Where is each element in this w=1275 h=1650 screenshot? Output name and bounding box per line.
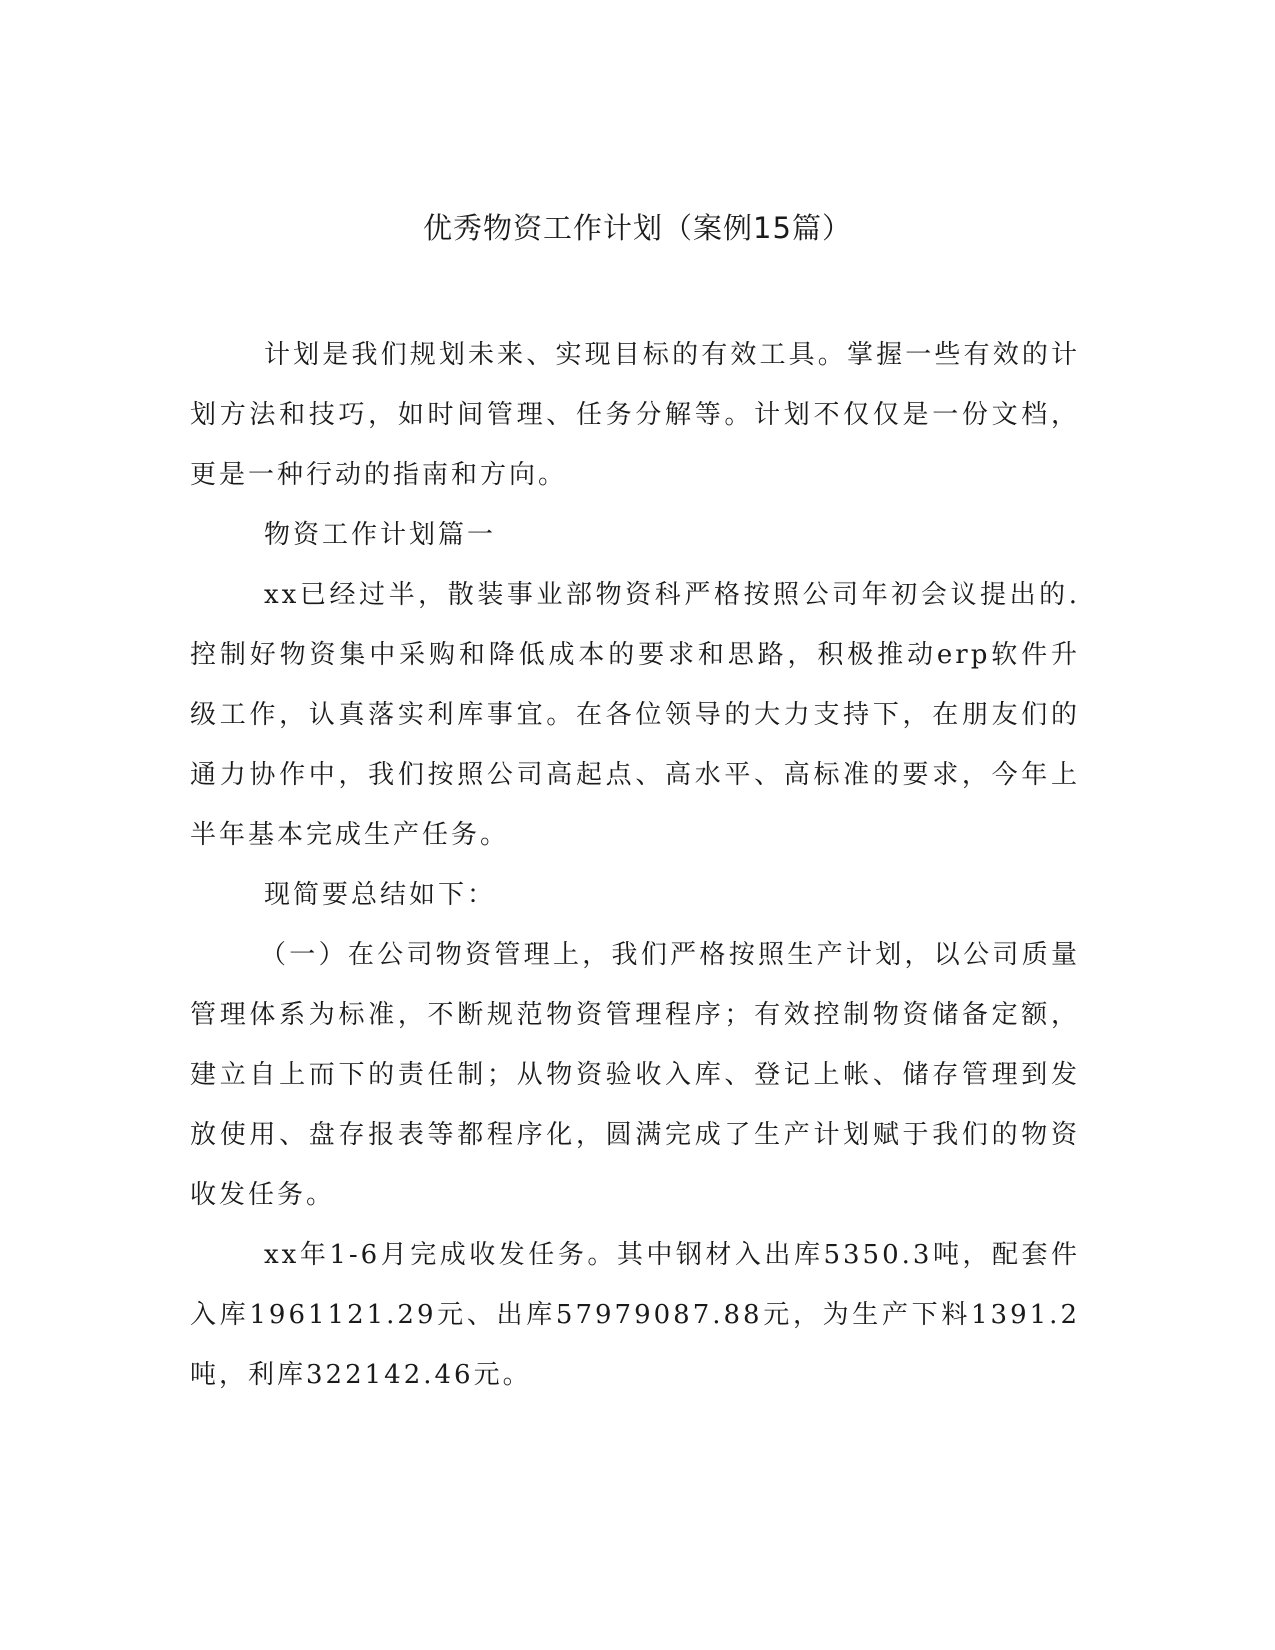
summary-lead: 现简要总结如下： — [264, 880, 497, 910]
summary-paragraph: xx已经过半，散装事业部物资科严格按照公司年初会议提出的.控制好物资集中采购和降低成本的要求和思路，积极推动erp软件升级工作，认真落实利库事宜。在各位领导的大力支持下，在朋友们的通力协作中，我们按照公司高起点、高水平、高标准的要求，今年上半年基本完成生产任务。 — [190, 580, 1080, 850]
intro-paragraph: 计划是我们规划未来、实现目标的有效工具。掌握一些有效的计划方法和技巧，如时间管理、任务分解等。计划不仅仅是一份文档，更是一种行动的指南和方向。 — [190, 340, 1080, 490]
document-body — [190, 325, 1080, 1405]
document-title: 优秀物资工作计划（案例15篇） — [423, 211, 852, 245]
statistics-paragraph: xx年1-6月完成收发任务。其中钢材入出库5350.3吨，配套件入库1961121.29元、出库57979087.88元，为生产下料1391.2吨，利库322142.46元。 — [190, 1240, 1080, 1390]
point-one-paragraph: （一）在公司物资管理上，我们严格按照生产计划，以公司质量管理体系为标准，不断规范物资管理程序；有效控制物资储备定额，建立自上而下的责任制；从物资验收入库、登记上帐、储存管理到发放使用、盘存报表等都程序化，圆满完成了生产计划赋于我们的物资收发任务。 — [190, 940, 1080, 1210]
section-heading: 物资工作计划篇一 — [264, 520, 497, 550]
